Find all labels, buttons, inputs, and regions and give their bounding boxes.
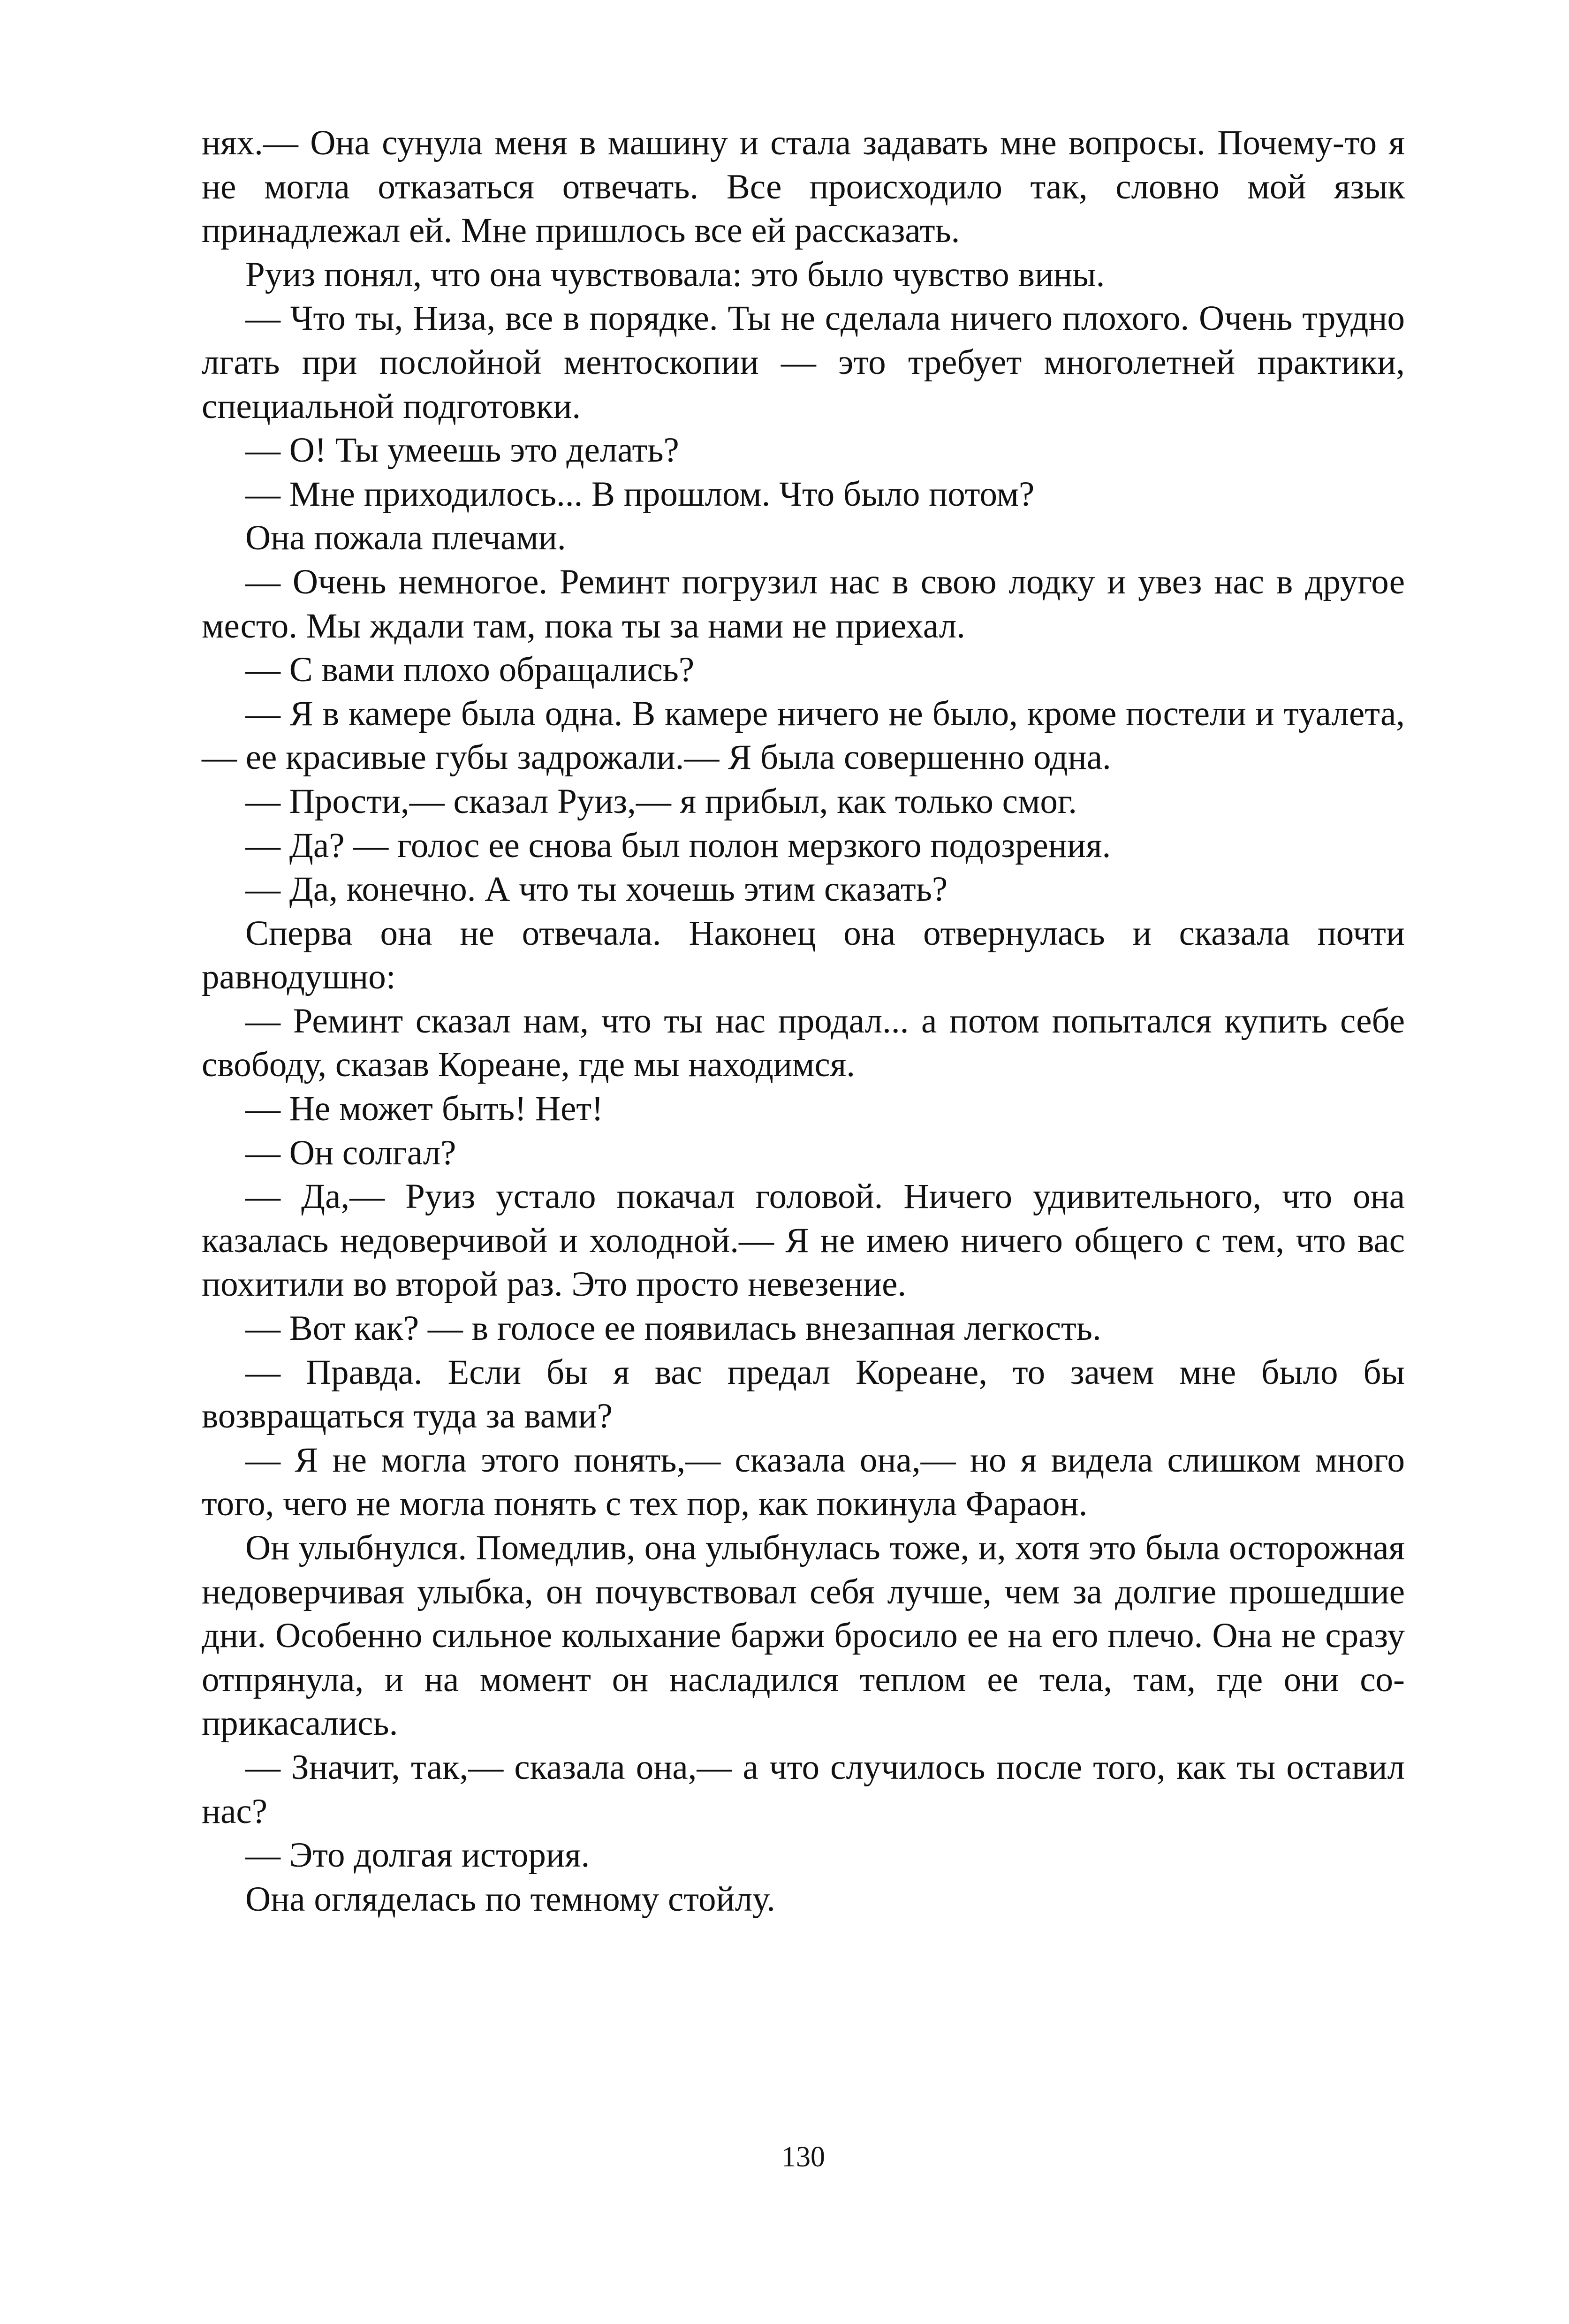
paragraph: — Правда. Если бы я вас предал Кореане, то зачем мне было бы возвращаться туда за вами? xyxy=(202,1352,1405,1436)
page-number: 130 xyxy=(781,2141,825,2173)
paragraph: — Да? — голос ее снова был полон мерзкого подозрения. xyxy=(245,826,1111,865)
paragraph: — Очень немногое. Реминт погрузил нас в свою лодку и увез нас в другое место. Мы ждали там, пока ты за нами не приехал. xyxy=(202,562,1405,646)
paragraph: Руиз понял, что она чувствовала: это было чувство вины. xyxy=(245,255,1105,294)
paragraph: Она огляделась по темному стойлу. xyxy=(245,1879,775,1919)
paragraph: — Да, конечно. А что ты хочешь этим сказать? xyxy=(245,870,948,909)
paragraph: Она пожала плечами. xyxy=(245,518,566,558)
paragraph: Сперва она не отвечала. Наконец она отвернулась и сказала почти равнодушно: xyxy=(202,913,1405,997)
paragraph: — С вами плохо обращались? xyxy=(245,650,695,690)
paragraph: — О! Ты умеешь это делать? xyxy=(245,431,679,470)
paragraph: — Вот как? — в голосе ее появилась внезапная легкость. xyxy=(245,1309,1101,1348)
book-page xyxy=(202,121,1405,2260)
paragraph: — Что ты, Низа, все в порядке. Ты не сделала ничего плохого. Очень трудно лгать при послойной ментоскопии — это требует многолетней практики, специальной подготовки. xyxy=(202,299,1405,426)
paragraph: — Я в камере была одна. В камере ничего не было, кроме постели и туалета,— ее красивые губы задрожали.— Я была совершенно одна. xyxy=(202,694,1405,777)
paragraph: — Значит, так,— сказала она,— а что случилось после того, как ты оставил нас? xyxy=(202,1747,1405,1831)
paragraph: — Я не могла этого понять,— сказала она,— но я видела слишком много того, чего не могла понять с тех пор, как покинула Фараон. xyxy=(202,1440,1405,1524)
paragraph: — Да,— Руиз устало покачал головой. Ничего удивительного, что она казалась недоверчивой и холодной.— Я не имею ничего общего с тем, что вас похитили во второй раз. Это просто невезение. xyxy=(202,1177,1405,1304)
paragraph: — Не может быть! Нет! xyxy=(245,1089,604,1129)
paragraph: нях.— Она сунула меня в машину и стала задавать мне вопросы. Почему-то я не могла отказаться отвечать. Все происходило так, словно мой язык принадлежал ей. Мне пришлось все ей рассказать. xyxy=(202,123,1405,251)
paragraph: — Мне приходилось... В прошлом. Что было потом? xyxy=(245,474,1035,514)
paragraph: — Он солгал? xyxy=(245,1133,456,1172)
paragraph: — Прости,— сказал Руиз,— я прибыл, как только смог. xyxy=(245,782,1077,821)
paragraph: — Это долгая история. xyxy=(245,1836,590,1875)
paragraph: — Реминт сказал нам, что ты нас продал... а потом попытался купить себе свободу, сказав Кореане, где мы находимся. xyxy=(202,1001,1405,1085)
paragraph: Он улыбнулся. Помедлив, она улыбнулась тоже, и, хотя это была осторожная недоверчивая улыбка, он почувствовал себя лучше, чем за долгие прошедшие дни. Особенно сильное колыхание баржи бросило ее на его плечо. Она не сразу отпрянула, и на момент он насладился теплом ее тела, там, где они соприкасались. xyxy=(202,1528,1405,1743)
